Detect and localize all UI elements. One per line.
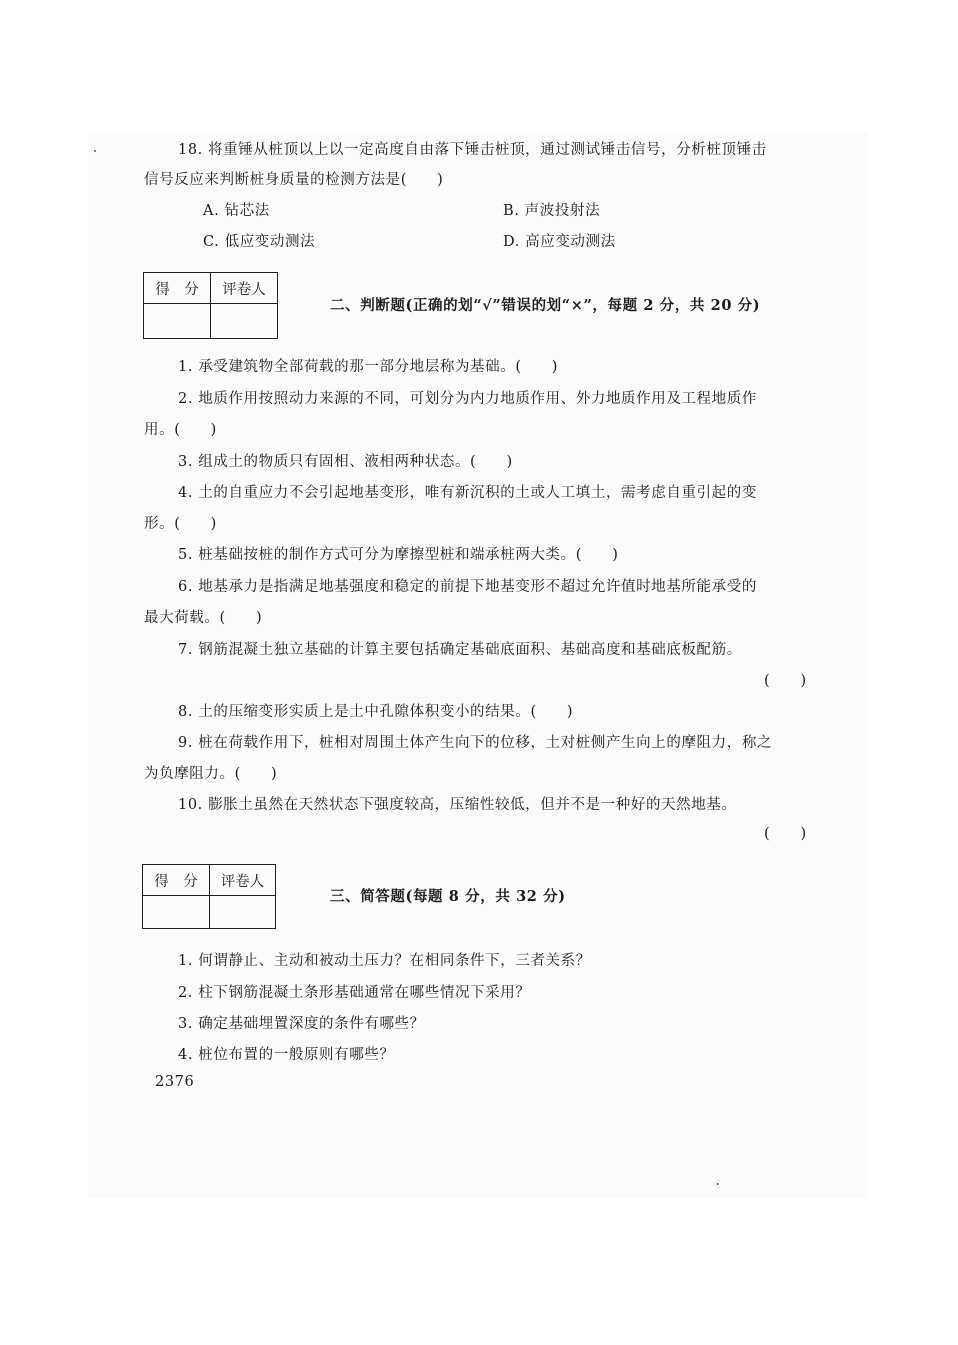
judge-q4-line2: 形。( ): [144, 516, 217, 532]
judge-q7-paren: ( ): [764, 673, 807, 689]
score-table-section3: [142, 864, 276, 929]
q18-option-d: D. 高应变动测法: [503, 234, 616, 250]
q18-option-c: C. 低应变动测法: [203, 234, 316, 250]
page-number: 2376: [155, 1074, 195, 1090]
judge-q7-line1: 7. 钢筋混凝土独立基础的计算主要包括确定基础底面积、基础高度和基础底板配筋。: [178, 642, 742, 658]
judge-q5: 5. 桩基础按桩的制作方式可分为摩擦型桩和端承桩两大类。( ): [178, 547, 619, 563]
score-label: 得 分: [143, 865, 210, 896]
judge-q10-paren: ( ): [764, 826, 807, 842]
short-answer-q1: 1. 何谓静止、主动和被动土压力？在相同条件下，三者关系？: [178, 953, 591, 969]
judge-q3: 3. 组成土的物质只有固相、液相两种状态。( ): [178, 454, 513, 470]
grader-label: 评卷人: [211, 273, 278, 304]
score-cell: [143, 896, 210, 929]
section2-title: 二、判断题(正确的划“√”错误的划“×”，每题 2 分，共 20 分): [330, 297, 761, 314]
short-answer-q2: 2. 柱下钢筋混凝土条形基础通常在哪些情况下采用？: [178, 985, 531, 1001]
grader-cell: [211, 304, 278, 339]
q18-option-a: A. 钻芯法: [203, 203, 270, 219]
short-answer-q3: 3. 确定基础埋置深度的条件有哪些？: [178, 1016, 425, 1032]
judge-q6-line2: 最大荷载。( ): [144, 610, 263, 626]
q18-line-2: 信号反应来判断桩身质量的检测方法是( ): [144, 172, 444, 188]
score-label: 得 分: [144, 273, 211, 304]
q18-line-1: 18. 将重锤从桩顶以上以一定高度自由落下锤击桩顶，通过测试锤击信号，分析桩顶锤击: [178, 142, 767, 158]
judge-q1: 1. 承受建筑物全部荷载的那一部分地层称为基础。( ): [178, 359, 559, 375]
judge-q2-line1: 2. 地质作用按照动力来源的不同，可划分为内力地质作用、外力地质作用及工程地质作: [178, 391, 757, 407]
judge-q9-line2: 为负摩阻力。( ): [144, 766, 278, 782]
score-table-section2: [143, 272, 278, 339]
grader-label: 评卷人: [210, 865, 276, 896]
judge-q8: 8. 土的压缩变形实质上是土中孔隙体积变小的结果。( ): [178, 704, 574, 720]
judge-q2-line2: 用。( ): [144, 422, 217, 438]
grader-cell: [210, 896, 276, 929]
scan-speck: [717, 1183, 719, 1185]
short-answer-q4: 4. 桩位布置的一般原则有哪些？: [178, 1047, 395, 1063]
section3-title: 三、简答题(每题 8 分，共 32 分): [330, 888, 566, 905]
scan-speck: [94, 150, 96, 152]
judge-q10-line1: 10. 膨胀土虽然在天然状态下强度较高，压缩性较低，但并不是一种好的天然地基。: [178, 797, 737, 813]
judge-q6-line1: 6. 地基承力是指满足地基强度和稳定的前提下地基变形不超过允许值时地基所能承受的: [178, 579, 757, 595]
score-cell: [144, 304, 211, 339]
q18-option-b: B. 声波投射法: [503, 203, 601, 219]
judge-q9-line1: 9. 桩在荷载作用下，桩相对周围土体产生向下的位移，土对桩侧产生向上的摩阻力，称之: [178, 735, 773, 751]
judge-q4-line1: 4. 土的自重应力不会引起地基变形，唯有新沉积的土或人工填土，需考虑自重引起的变: [178, 485, 757, 501]
